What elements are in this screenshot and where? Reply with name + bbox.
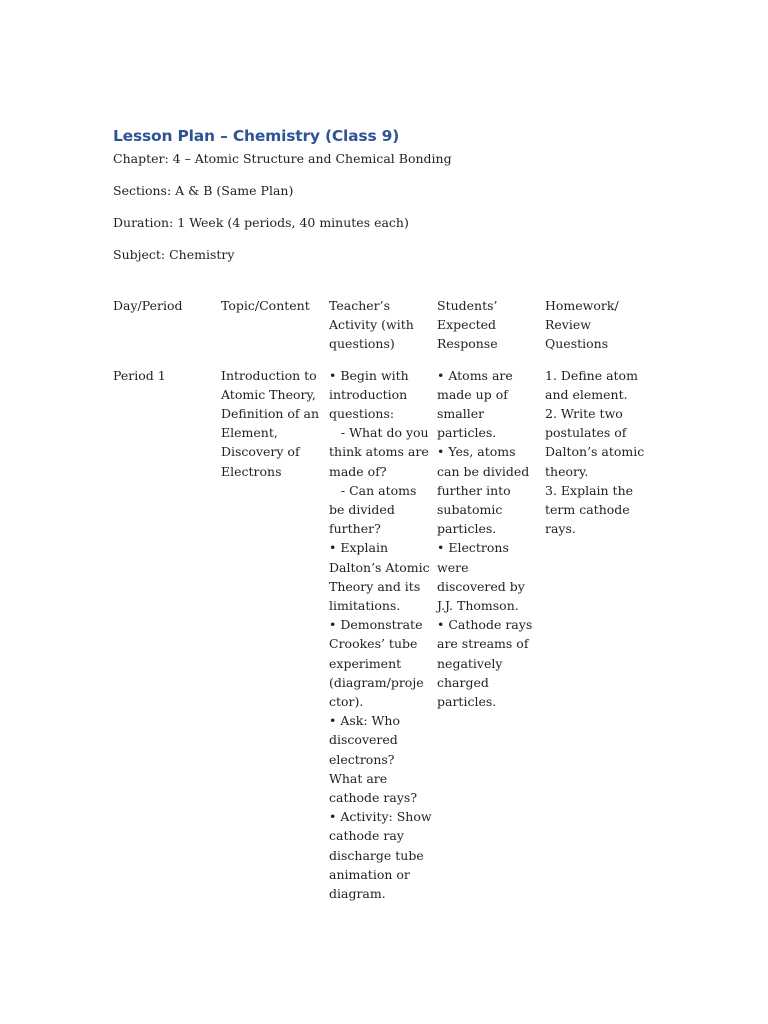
- cell-line: Topic/Content: [221, 298, 310, 313]
- cell-line: • Explain: [329, 540, 389, 556]
- document-title: Lesson Plan – Chemistry (Class 9): [113, 127, 400, 145]
- cell-line: What are: [329, 770, 388, 786]
- cell-line: Element,: [221, 425, 278, 441]
- subject-line: Subject: Chemistry: [113, 247, 235, 262]
- cell-line: made of?: [329, 463, 387, 479]
- cell-line: charged: [437, 674, 489, 690]
- table-header-row: [113, 296, 658, 366]
- cell-line: Theory and its: [329, 578, 421, 594]
- lesson-plan-table: [113, 296, 658, 903]
- cell-line: Teacher’s: [329, 298, 391, 313]
- lesson-plan-document: [113, 125, 658, 902]
- cell-line: cathode rays?: [329, 790, 418, 806]
- cell-line: Dalton’s Atomic: [329, 559, 430, 575]
- cell-line: Activity (with: [329, 317, 414, 333]
- cell-line: discovered by: [437, 578, 525, 594]
- cell-line: Definition of an: [221, 406, 320, 422]
- cell-line: • Electrons: [437, 540, 509, 556]
- cell-line: 3. Explain the: [545, 482, 634, 498]
- sections-line: Sections: A & B (Same Plan): [113, 183, 294, 198]
- duration-line: Duration: 1 Week (4 periods, 40 minutes each): [113, 215, 409, 230]
- cell-students-response: [437, 366, 545, 904]
- cell-line: (diagram/proje: [329, 674, 424, 690]
- cell-line: Questions: [545, 336, 609, 352]
- cell-line: • Activity: Show: [329, 809, 432, 825]
- cell-line: think atoms are: [329, 444, 429, 460]
- cell-line: Atomic Theory,: [221, 386, 316, 402]
- header-homework: [545, 296, 658, 366]
- cell-topic-content: [221, 366, 329, 904]
- cell-line: introduction: [329, 386, 408, 402]
- cell-line: • Yes, atoms: [437, 444, 516, 460]
- cell-line: - Can atoms: [329, 482, 417, 498]
- cell-line: discovered: [329, 732, 398, 748]
- cell-line: smaller: [437, 406, 485, 422]
- cell-line: Expected: [437, 317, 496, 333]
- cell-line: Dalton’s atomic: [545, 444, 645, 460]
- header-day-period: [113, 296, 221, 366]
- cell-line: particles.: [437, 694, 497, 710]
- cell-line: term cathode: [545, 502, 630, 518]
- cell-line: • Atoms are: [437, 367, 513, 383]
- cell-line: Crookes’ tube: [329, 636, 418, 652]
- cell-line: Introduction to: [221, 367, 317, 383]
- cell-line: • Ask: Who: [329, 713, 400, 729]
- chapter-line: Chapter: 4 – Atomic Structure and Chemical Bonding: [113, 151, 452, 166]
- header-teacher-activity: [329, 296, 437, 366]
- cell-line: Day/Period: [113, 298, 183, 313]
- cell-line: experiment: [329, 655, 402, 671]
- cell-teacher-activity: [329, 366, 437, 904]
- header-topic-content: [221, 296, 329, 366]
- cell-day-period: [113, 366, 221, 904]
- cell-line: - What do you: [329, 425, 429, 441]
- cell-line: be divided: [329, 502, 395, 518]
- cell-line: 1. Define atom: [545, 367, 638, 383]
- cell-line: theory.: [545, 463, 589, 479]
- cell-line: Review: [545, 317, 591, 333]
- cell-line: particles.: [437, 521, 497, 537]
- cell-line: cathode ray: [329, 828, 404, 844]
- cell-line: • Begin with: [329, 367, 409, 383]
- cell-line: questions): [329, 336, 395, 352]
- cell-line: Discovery of: [221, 444, 300, 460]
- cell-line: were: [437, 559, 469, 575]
- cell-line: electrons?: [329, 751, 395, 767]
- cell-line: discharge tube: [329, 847, 424, 863]
- cell-line: rays.: [545, 521, 576, 537]
- cell-line: J.J. Thomson.: [437, 598, 519, 614]
- cell-line: further into: [437, 482, 511, 498]
- cell-line: limitations.: [329, 598, 401, 614]
- cell-line: further?: [329, 521, 381, 537]
- cell-line: Response: [437, 336, 498, 352]
- cell-line: and element.: [545, 386, 628, 402]
- cell-line: • Cathode rays: [437, 617, 533, 633]
- cell-line: ctor).: [329, 694, 364, 710]
- cell-line: particles.: [437, 425, 497, 441]
- cell-line: 2. Write two: [545, 406, 623, 422]
- table-row: [113, 366, 658, 904]
- cell-homework: [545, 366, 658, 904]
- cell-line: Period 1: [113, 367, 166, 383]
- header-students-response: [437, 296, 545, 366]
- cell-line: animation or: [329, 866, 410, 882]
- cell-line: • Demonstrate: [329, 617, 423, 633]
- cell-line: postulates of: [545, 425, 627, 441]
- cell-line: are streams of: [437, 636, 529, 652]
- cell-line: Students’: [437, 298, 498, 313]
- cell-line: negatively: [437, 655, 503, 671]
- cell-line: subatomic: [437, 502, 503, 518]
- cell-line: made up of: [437, 386, 508, 402]
- cell-line: diagram.: [329, 886, 386, 902]
- cell-line: questions:: [329, 406, 395, 422]
- cell-line: can be divided: [437, 463, 530, 479]
- cell-line: Homework/: [545, 298, 619, 313]
- cell-line: Electrons: [221, 463, 282, 479]
